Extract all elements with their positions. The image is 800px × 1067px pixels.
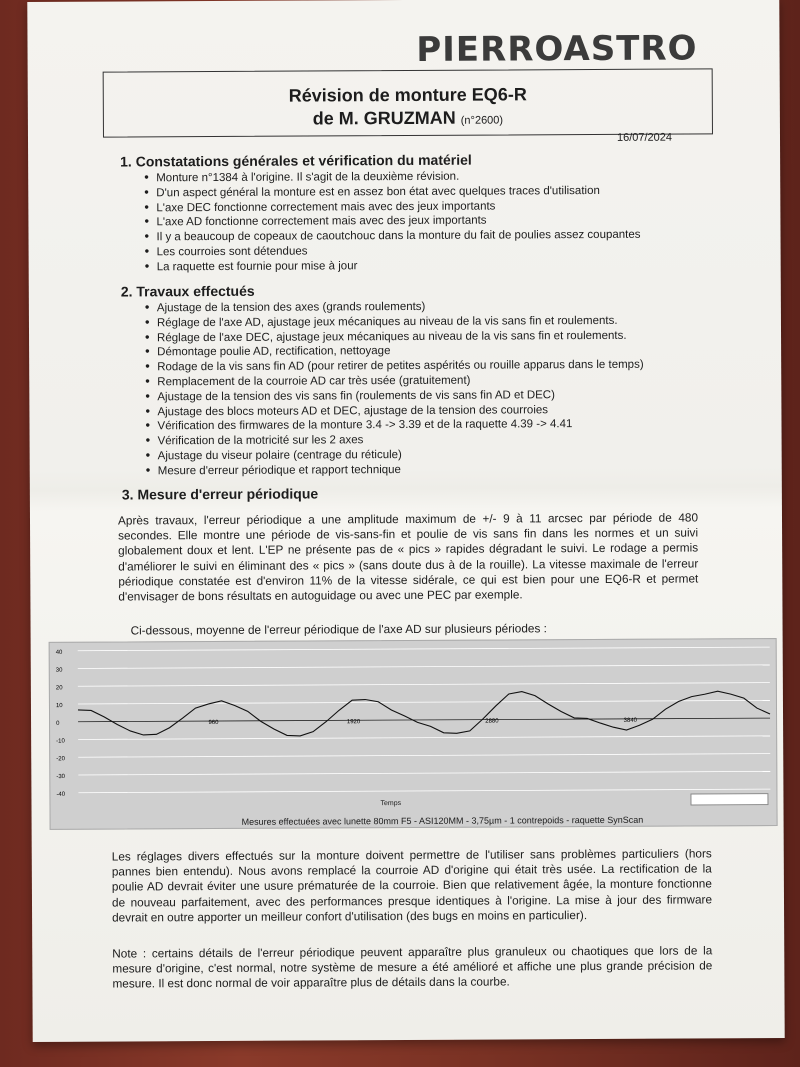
section2-heading: 2. Travaux effectués	[120, 282, 255, 300]
company-logo: PIERROASTRO	[416, 28, 698, 70]
list-item: • Démontage poulie AD, rectification, nettoyage	[157, 342, 767, 360]
y-tick-label: 10	[55, 703, 63, 710]
y-tick-label: -30	[56, 774, 66, 781]
list-item: • Vérification de la motricité sur les 2 axes	[158, 431, 768, 449]
list-item: • D'un aspect général la monture est en assez bon état avec quelques traces d'utilisation	[156, 183, 756, 201]
grid-line	[78, 647, 770, 651]
order-ref: (n°2600)	[460, 114, 504, 127]
y-tick-label: -40	[56, 791, 66, 798]
list-item: • L'axe DEC fonctionne correctement mais avec des jeux importants	[156, 198, 756, 216]
list-item: • Les courroies sont détendues	[157, 242, 757, 260]
document-title: Révision de monture EQ6-R	[288, 84, 527, 106]
grid-line	[78, 665, 770, 669]
list-item: • Ajustage de la tension des vis sans fin (roulements de vis sans fin AD et DEC)	[157, 387, 767, 405]
y-tick-label: -20	[56, 756, 65, 763]
error-curve	[78, 690, 770, 737]
list-item: • Ajustage des blocs moteurs AD et DEC, ajustage de la tension des courroies	[157, 402, 767, 420]
chart-svg	[50, 639, 777, 803]
section1-heading: 1. Constatations générales et vérification du matériel	[120, 151, 472, 170]
conclusion-paragraph: Les réglages divers effectués sur la monture doivent permettre de l'utiliser sans problèmes particuliers (hors pannes bien entendu). Nous avons remplacé la courroie AD d'origine qui était très usée. La rectification de la poulie AD devrait éviter une usure prématurée de la courroie. Bien que relativement âgée, la monture fonctionne de nouveau parfaitement, avec des performances presque identiques à l'origine. La mise à jour des firmware devrait en outre apporter un meilleur confort d'utilisation (des bugs en moins en particulier).	[111, 846, 713, 925]
grid-line	[78, 754, 770, 758]
x-tick-label: 2880	[485, 718, 499, 725]
list-item: • Rodage de la vis sans fin AD (pour retirer de petites aspérités ou rouille apparus dans le temps)	[157, 357, 767, 375]
section2-list	[129, 298, 768, 479]
list-item: • Mesure d'erreur périodique et rapport technique	[158, 461, 768, 479]
grid-line	[78, 736, 770, 740]
list-item: • L'axe AD fonctionne correctement mais avec des jeux importants	[156, 213, 756, 231]
customer-name: de M. GRUZMAN	[312, 107, 456, 129]
note-paragraph: Note : certains détails de l'erreur périodique peuvent apparaître plus granuleux ou chaotiques que lors de la mesure d'origine, c'est normal, notre système de mesure a été amélioré et affiche une plus grande précision de mesure. Il est donc normal de voir apparaître plus de détails dans la courbe.	[112, 943, 713, 991]
grid-line	[78, 789, 770, 793]
section3-paragraph: Après travaux, l'erreur périodique a une amplitude maximum de +/- 9 à 11 arcsec par période de 480 secondes. Elle montre une période de vis-sans-fin et poulie de vis sans fin dans les normes et un suivi globalement doux et lent. L'EP ne présente pas de « pics » rapides dégradant le suivi. Le rodage a permis d'améliorer le suivi en éliminant des « pics » (sans doute dus à de la rouille). La vitesse maximale de l'erreur périodique constatée est d'environ 11% de la vitesse sidérale, ce qui est bien pour une EQ6-R et permet d'envisager de bons résultats en autoguidage ou avec une PEC par exemple.	[117, 510, 699, 604]
list-item: • Réglage de l'axe AD, ajustage jeux mécaniques au niveau de la vis sans fin et roulements.	[157, 313, 767, 331]
y-tick-label: -10	[56, 738, 65, 745]
list-item: • Il y a beaucoup de copeaux de caoutchouc dans la monture du fait de poulies assez coupantes	[156, 227, 756, 245]
x-tick-label: 1920	[346, 719, 361, 726]
document-page	[27, 0, 784, 1042]
section1-list	[128, 168, 757, 275]
title-box	[103, 68, 713, 137]
list-item: • Ajustage de la tension des axes (grands roulements)	[157, 298, 767, 316]
grid-line	[78, 771, 770, 775]
list-item: • Vérification des firmwares de la monture 3.4 -> 3.39 et de la raquette 4.39 -> 4.41	[157, 416, 767, 434]
document-subtitle	[104, 106, 712, 130]
y-tick-label: 0	[56, 720, 60, 727]
list-item: • Ajustage du viseur polaire (centrage du réticule)	[158, 446, 768, 464]
y-tick-label: 40	[55, 649, 63, 656]
list-item: • Réglage de l'axe DEC, ajustage jeux mécaniques au niveau de la vis sans fin et roulements.	[157, 328, 767, 346]
x-tick-label: 960	[208, 719, 219, 727]
section3-heading: 3. Mesure d'erreur périodique	[121, 485, 319, 503]
document-date: 16/07/2024	[616, 131, 673, 144]
chart-caption: Mesures effectuées avec lunette 80mm F5 - ASI120MM - 3,75µm - 1 contrepoids - raquette SynScan	[241, 814, 644, 827]
grid-line	[78, 683, 770, 687]
y-tick-label: 20	[55, 685, 63, 692]
x-axis-label: Temps	[380, 800, 402, 808]
y-tick-label: 30	[55, 667, 63, 674]
chart-legend	[690, 793, 768, 805]
x-tick-label: 3840	[623, 717, 638, 724]
grid-line	[78, 700, 770, 704]
list-item: • La raquette est fournie pour mise à jour	[157, 257, 757, 275]
chart-intro: Ci-dessous, moyenne de l'erreur périodique de l'axe AD sur plusieurs périodes :	[130, 621, 547, 638]
list-item: • Monture n°1384 à l'origine. Il s'agit de la deuxième révision.	[156, 168, 756, 186]
periodic-error-chart	[49, 638, 778, 830]
list-item: • Remplacement de la courroie AD car très usée (gratuitement)	[157, 372, 767, 390]
